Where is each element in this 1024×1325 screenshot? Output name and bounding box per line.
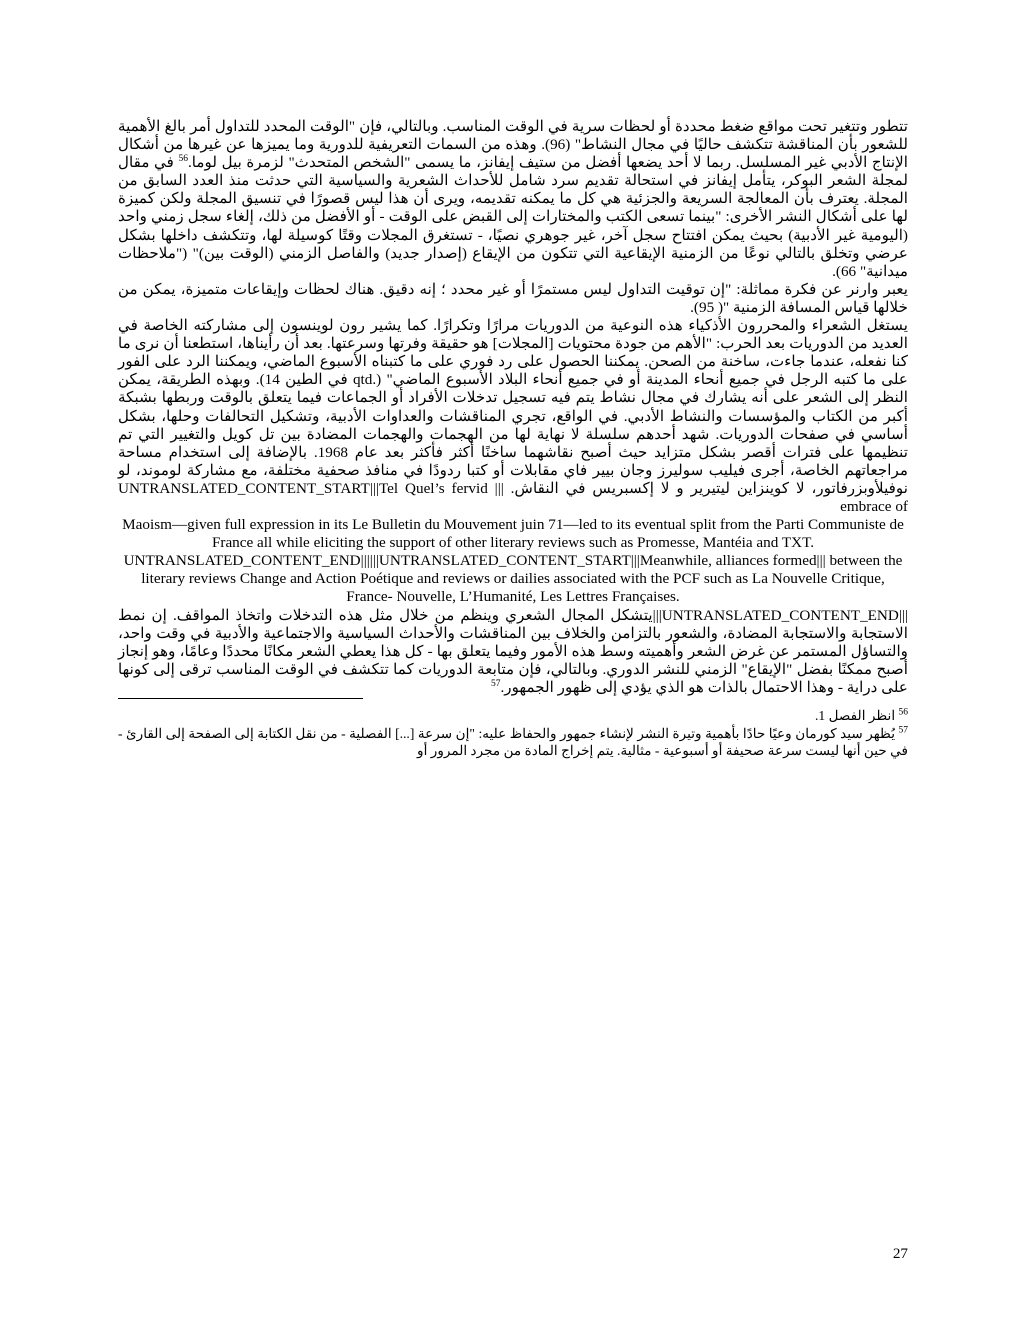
body-text <box>118 118 908 697</box>
paragraph-1-text-continued: في مقال لمجلة الشعر البوكر، يتأمل إيفانز في استحالة تقديم سرد شامل للأحداث الشعرية والسياسية التي حدثت منذ العدد السابق من المجلة. يعترف بأن المعالجة السريعة والجزئية هي كل ما يمكنه تقديمه، ويرى أن هذا ليس قصورًا في تنسيق المجلة ولكن كميزة لها على أشكال النشر الأخرى: "بينما تسعى الكتب والمختارات إلى القبض على الوقت - أو الأفضل من ذلك، إلغاء سجل زمني واحد (اليومية غير الأدبية) بحيث يمكن افتتاح سجل آخر، غير جوهري نصيًا، - تستغرق المجلات وقتًا كوسيلة لها، وتتكشف داخلها بشكل عرضي وتخلق بالتالي نوعًا من الزمنية الإيقاعية التي تتكون من الإيقاع (إصدار جديد) والفاصل الزمني (الوقت بين)" ("ملاحظات ميدانية" 66). <box>118 154 908 280</box>
footnote-number-57: 57 <box>898 725 908 736</box>
paragraph-5 <box>118 607 908 697</box>
footnote-57 <box>118 725 908 759</box>
footnote-text-56: انظر الفصل 1. <box>815 708 899 723</box>
paragraph-4-english <box>118 516 908 606</box>
footnote-text-57: يُظهر سيد كورمان وعيًا حادًا بأهمية وتيرة النشر لإنشاء جمهور والحفاظ عليه: "إن سرعة [...] الفصلية - من نقل الكتابة إلى الصفحة إلى القارئ - في حين أنها ليست سرعة صحيفة أو أسبوعية - مثالية. يتم إخراج المادة من مجرد المرور أو <box>118 726 908 758</box>
footnote-separator <box>118 698 363 699</box>
paragraph-2 <box>118 281 908 317</box>
footnote-ref-57[interactable]: 57 <box>490 678 501 689</box>
page-number: 27 <box>892 1245 908 1262</box>
footnote-ref-56[interactable]: 56 <box>178 154 188 165</box>
paragraph-1-text: تتطور وتتغير تحت مواقع ضغط محددة أو لحظات سرية في الوقت المناسب. وبالتالي، فإن "الوقت المحدد للتداول أمر بالغ الأهمية للشعور بأن المناقشة تتكشف حاليًا في مجال النشاط" (96). وهذه من السمات التعريفية للدورية وما يميزها عن غيرها من أشكال الإنتاج الأدبي غير المسلسل. ربما لا أحد يضعها أفضل من ستيف إيفانز، ما يسمى "الشخص المتحدث" لزمرة بيل لوما. <box>118 118 909 172</box>
paragraph-3 <box>118 317 908 516</box>
paragraph-4-text: Maoism—given full expression in its Le Bulletin du Mouvement juin 71—led to its eventual split from the Parti Communiste de France all while eliciting the support of other literary reviews such as Promesse, Mantéia and TXT. UNTRANSLATED_CONTENT_END||||||UNTRANSLATED_CONTENT_START|||Meanwhile, alliances formed||| between the literary reviews Change and Action Poétique and reviews or dailies associated with the PCF such as La Nouvelle Critique, France- Nouvelle, L’Humanité, Les Lettres Françaises. <box>122 516 904 606</box>
paragraph-3-text: يستغل الشعراء والمحررون الأذكياء هذه النوعية من الدوريات مرارًا وتكرارًا. كما يشير رون لوينسون إلى مشاركته الخاصة في العديد من الدوريات بعد الحرب: "الأهم من جودة محتويات [المجلات] هو حقيقة وفرتها وسرعتها. بعد أن رأيناها، استطعنا أن نرى ما كنا نفعله، عندما جاءت، ساخنة من الصحن. يمكننا الحصول على رد فوري على ما كتبناه الأسبوع الماضي، ويمكننا الرد على الفور على ما كتبه الرجل في جميع أنحاء المدينة أو في جميع أنحاء البلاد الأسبوع الماضي" (.qtd في الطين 14). وبهذه الطريقة، يمكن النظر إلى الشعر على أنه يشارك في مجال نشاط يتم فيه تسجيل تدخلات الأفراد أو الجماعات فيما يتعلق بالوقت وربطها بشبكة أكبر من الكتاب والمؤسسات والنشاط الأدبي. في الواقع، تجري المناقشات والعداوات الأدبية، وتشكيل التحالفات وحلها، بشكل أساسي في صفحات الدوريات. شهد أحدهم سلسلة لا نهاية لها من الهجمات والهجمات المضادة بين تل كويل والتغيير التي تم تنظيمها على فترات أقصر بشكل متزايد حيث أصبح نقاشهما ساخنًا أكثر فأكثر بعد عام 1968. بالإضافة إلى استخدام مساحة مراجعاتهم الخاصة، أجرى فيليب سوليرز وجان بيير فاي مقابلات أو كتبا ردودًا في منافذ صحفية مختلفة، مع مشاركة لوموند، لو نوفيلأوبزرفاتور، لا كوينزاين ليتيرير و لا إكسبريس في النقاش. ||| UNTRANSLATED_CONTENT_START|||Tel Quel’s fervid embrace of <box>118 317 908 515</box>
footnotes <box>118 707 908 760</box>
document-page <box>118 118 908 1298</box>
paragraph-1 <box>118 118 908 281</box>
paragraph-5-text: |||UNTRANSLATED_CONTENT_END|||يتشكل المجال الشعري وينظم من خلال مثل هذه التدخلات واتخاذ المواقف. إن نمط الاستجابة والاستجابة المضادة، والشعور بالتزامن والخلاف بين المناقشات والأحداث السياسية والاجتماعية والأدبية في وقت واحد، والتساؤل المستمر عن غرض الشعر وأهميته وسط هذه الأمور وفيما يتعلق بها - كل هذا يعطي الشعر مكانًا محددًا وعامًا، وهو إنجاز أصبح ممكنًا بفضل "الإيقاع" الزمني للنشر الدوري. وبالتالي، فإن متابعة الدوريات كما تتكشف في الوقت المناسب ترقى إلى كونها على دراية - وهذا الاحتمال بالذات هو الذي يؤدي إلى ظهور الجمهور. <box>118 606 908 696</box>
footnote-number-56: 56 <box>898 707 908 718</box>
footnote-56 <box>118 707 908 724</box>
paragraph-2-text: يعبر وارنر عن فكرة مماثلة: "إن توقيت التداول ليس مستمرًا أو غير محدد ؛ إنه دقيق. هناك لحظات وإيقاعات متميزة، يمكن من خلالها قياس المسافة الزمنية "( 95). <box>118 280 908 316</box>
